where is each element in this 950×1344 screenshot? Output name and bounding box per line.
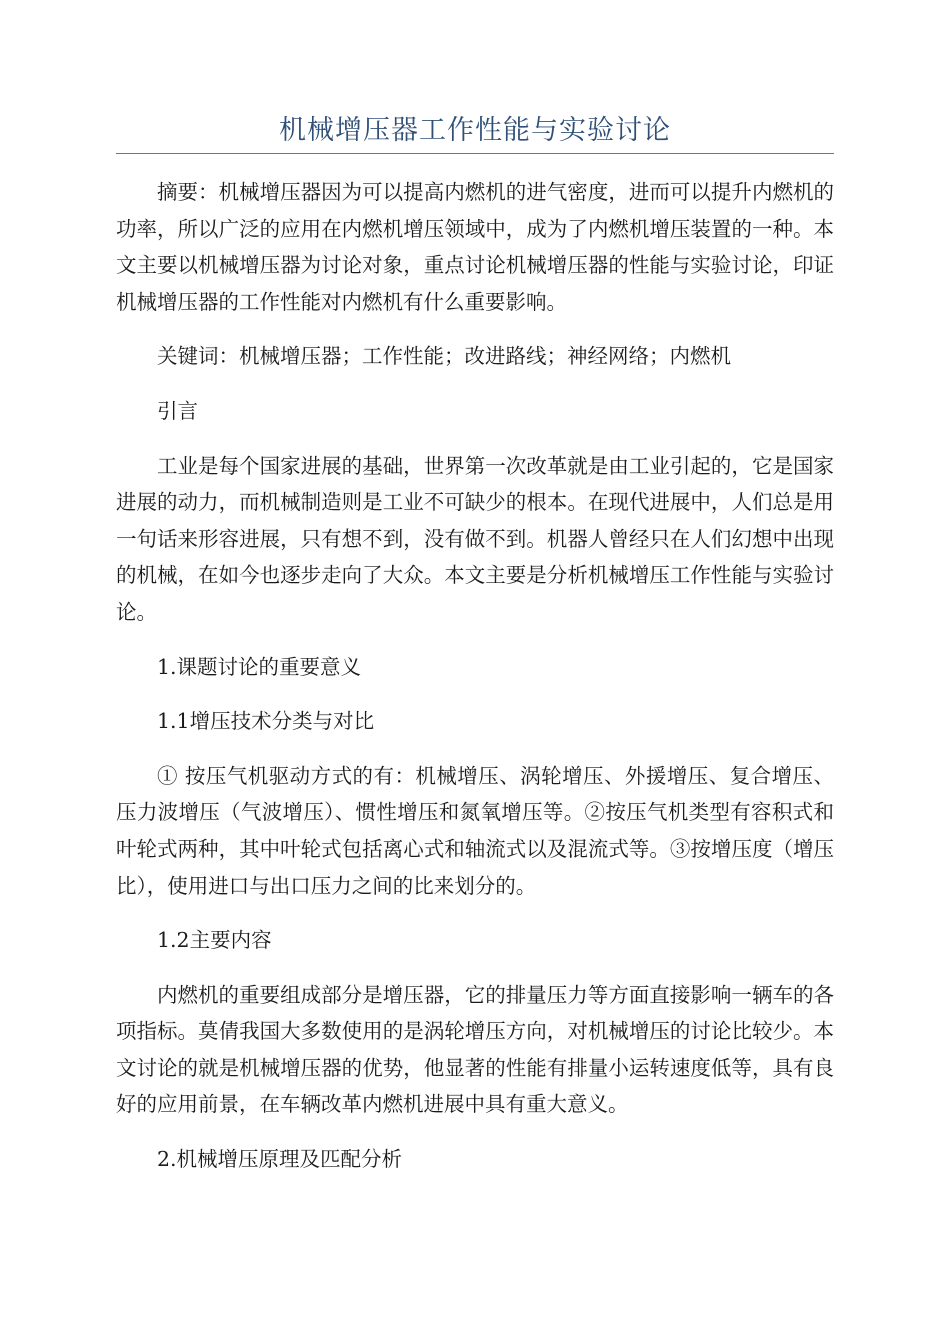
keywords-paragraph: 关键词：机械增压器；工作性能；改进路线；神经网络；内燃机	[157, 344, 731, 369]
classification-paragraph: ① 按压气机驱动方式的有：机械增压、涡轮增压、外援增压、复合增压、压力波增压（气波增压）、惯性增压和氮氧增压等。②按压气机类型有容积式和叶轮式两种，其中叶轮式包括离心式和轴流式以及混流式等。③按增压度（增压比），使用进口与出口压力之间的比来划分的。	[116, 763, 834, 898]
document-title: 机械增压器工作性能与实验讨论	[279, 115, 671, 146]
main-content-paragraph: 内燃机的重要组成部分是增压器，它的排量压力等方面直接影响一辆车的各项指标。莫倩我国大多数使用的是涡轮增压方向，对机械增压的讨论比较少。本文讨论的就是机械增压器的优势，他显著的性能有排量小运转速度低等，具有良好的应用前景，在车辆改革内燃机进展中具有重大意义。	[116, 982, 834, 1117]
section-heading-1: 1.课题讨论的重要意义	[157, 654, 362, 679]
abstract-paragraph: 摘要：机械增压器因为可以提高内燃机的进气密度，进而可以提升内燃机的功率，所以广泛的应用在内燃机增压领域中，成为了内燃机增压装置的一种。本文主要以机械增压器为讨论对象，重点讨论机械增压器的性能与实验讨论，印证机械增压器的工作性能对内燃机有什么重要影响。	[116, 180, 834, 314]
document-body	[116, 174, 834, 1178]
section-heading-1-2: 1.2主要内容	[157, 928, 272, 953]
title-underline	[116, 153, 834, 154]
section-heading-2: 2.机械增压原理及匹配分析	[157, 1147, 403, 1172]
section-heading-introduction: 引言	[157, 398, 198, 423]
introduction-paragraph: 工业是每个国家进展的基础，世界第一次改革就是由工业引起的，它是国家进展的动力，而机械制造则是工业不可缺少的根本。在现代进展中，人们总是用一句话来形容进展，只有想不到，没有做不到。机器人曾经只在人们幻想中出现的机械，在如今也逐步走向了大众。本文主要是分析机械增压工作性能与实验讨论。	[116, 453, 834, 624]
section-heading-1-1: 1.1增压技术分类与对比	[157, 709, 375, 734]
